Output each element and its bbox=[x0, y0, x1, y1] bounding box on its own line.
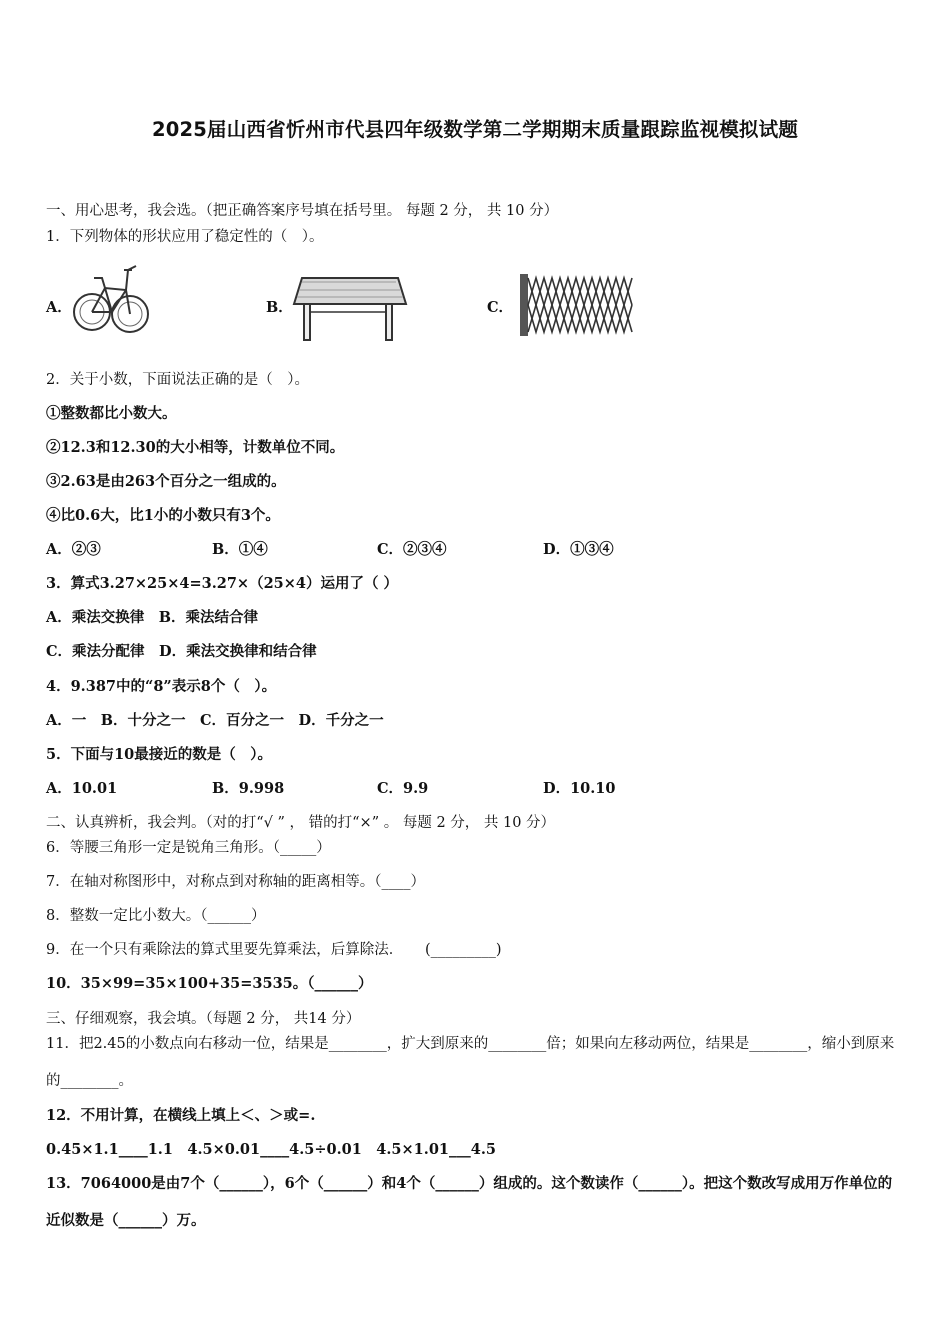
bicycle-icon bbox=[72, 260, 152, 340]
q5-option-c: C．9.9 bbox=[377, 780, 429, 797]
question-12: 12．不用计算，在横线上填上＜、＞或=. bbox=[46, 1107, 316, 1124]
question-13: 13．7064000是由7个（______），6个（______）和4个（______）组成的。这个数读作（______）。把这个数改写成用万作单位的近似数是（______）万。 bbox=[46, 1175, 893, 1229]
section3-heading: 三、仔细观察，我会填。（每题 2 分， 共14 分） bbox=[46, 1011, 361, 1027]
question-9: 9．在一个只有乘除法的算式里要先算乘法，后算除法． (_________) bbox=[46, 942, 502, 958]
q2-statement-2: ②12.3和12.30的大小相等，计数单位不同。 bbox=[46, 439, 345, 456]
question-5: 5．下面与10最接近的数是（ ）。 bbox=[46, 746, 273, 763]
q3-options-cd: C．乘法分配律 D．乘法交换律和结合律 bbox=[46, 643, 317, 660]
q5-option-b: B．9.998 bbox=[212, 780, 285, 797]
q2-statement-3: ③2.63是由263个百分之一组成的。 bbox=[46, 473, 286, 490]
q1-option-a-label: A． bbox=[46, 299, 72, 316]
q5-option-d: D．10.10 bbox=[543, 780, 616, 797]
q2-statement-1: ①整数都比小数大。 bbox=[46, 405, 177, 422]
q2-option-d: D．①③④ bbox=[543, 541, 614, 558]
q5-option-a: A．10.01 bbox=[46, 780, 118, 797]
q2-statement-4: ④比0.6大，比1小的小数只有3个。 bbox=[46, 507, 280, 524]
section2-heading: 二、认真辨析，我会判。（对的打“√ ” ， 错的打“×” 。 每题 2 分， 共 10 分） bbox=[46, 815, 556, 831]
q12-items: 0.45×1.1____1.1 4.5×0.01____4.5÷0.01 4.5×1.01___4.5 bbox=[46, 1141, 496, 1158]
question-4: 4．9.387中的“8”表示8个（ ）。 bbox=[46, 678, 277, 695]
q2-option-a: A．②③ bbox=[46, 541, 101, 558]
question-8: 8．整数一定比小数大。（______） bbox=[46, 908, 266, 924]
question-1: 1．下列物体的形状应用了稳定性的（ ）。 bbox=[46, 229, 324, 245]
question-7: 7．在轴对称图形中，对称点到对称轴的距离相等。（____） bbox=[46, 874, 425, 890]
table-icon bbox=[290, 274, 408, 342]
q2-option-c: C．②③④ bbox=[377, 541, 447, 558]
section1-heading: 一、用心思考，我会选。（把正确答案序号填在括号里。 每题 2 分， 共 10 分） bbox=[46, 203, 559, 219]
folding-gate-icon bbox=[516, 272, 636, 338]
question-2: 2．关于小数，下面说法正确的是（ ）。 bbox=[46, 372, 309, 388]
question-11: 11．把2.45的小数点向右移动一位，结果是________，扩大到原来的________倍；如果向左移动两位，结果是________，缩小到原来的________。 bbox=[46, 1036, 895, 1089]
question-6: 6．等腰三角形一定是锐角三角形。（_____） bbox=[46, 840, 331, 856]
q4-options: A．一 B．十分之一 C．百分之一 D．千分之一 bbox=[46, 712, 384, 729]
question-3: 3．算式3.27×25×4=3.27×（25×4）运用了（ ） bbox=[46, 575, 399, 592]
q1-option-b-label: B． bbox=[266, 299, 293, 316]
q2-option-b: B．①④ bbox=[212, 541, 268, 558]
q3-options-ab: A．乘法交换律 B．乘法结合律 bbox=[46, 609, 259, 626]
page-title: 2025届山西省忻州市代县四年级数学第二学期期末质量跟踪监视模拟试题 bbox=[151, 118, 799, 141]
question-10: 10．35×99=35×100+35=3535。（______） bbox=[46, 975, 373, 992]
q1-option-c-label: C． bbox=[487, 299, 514, 316]
